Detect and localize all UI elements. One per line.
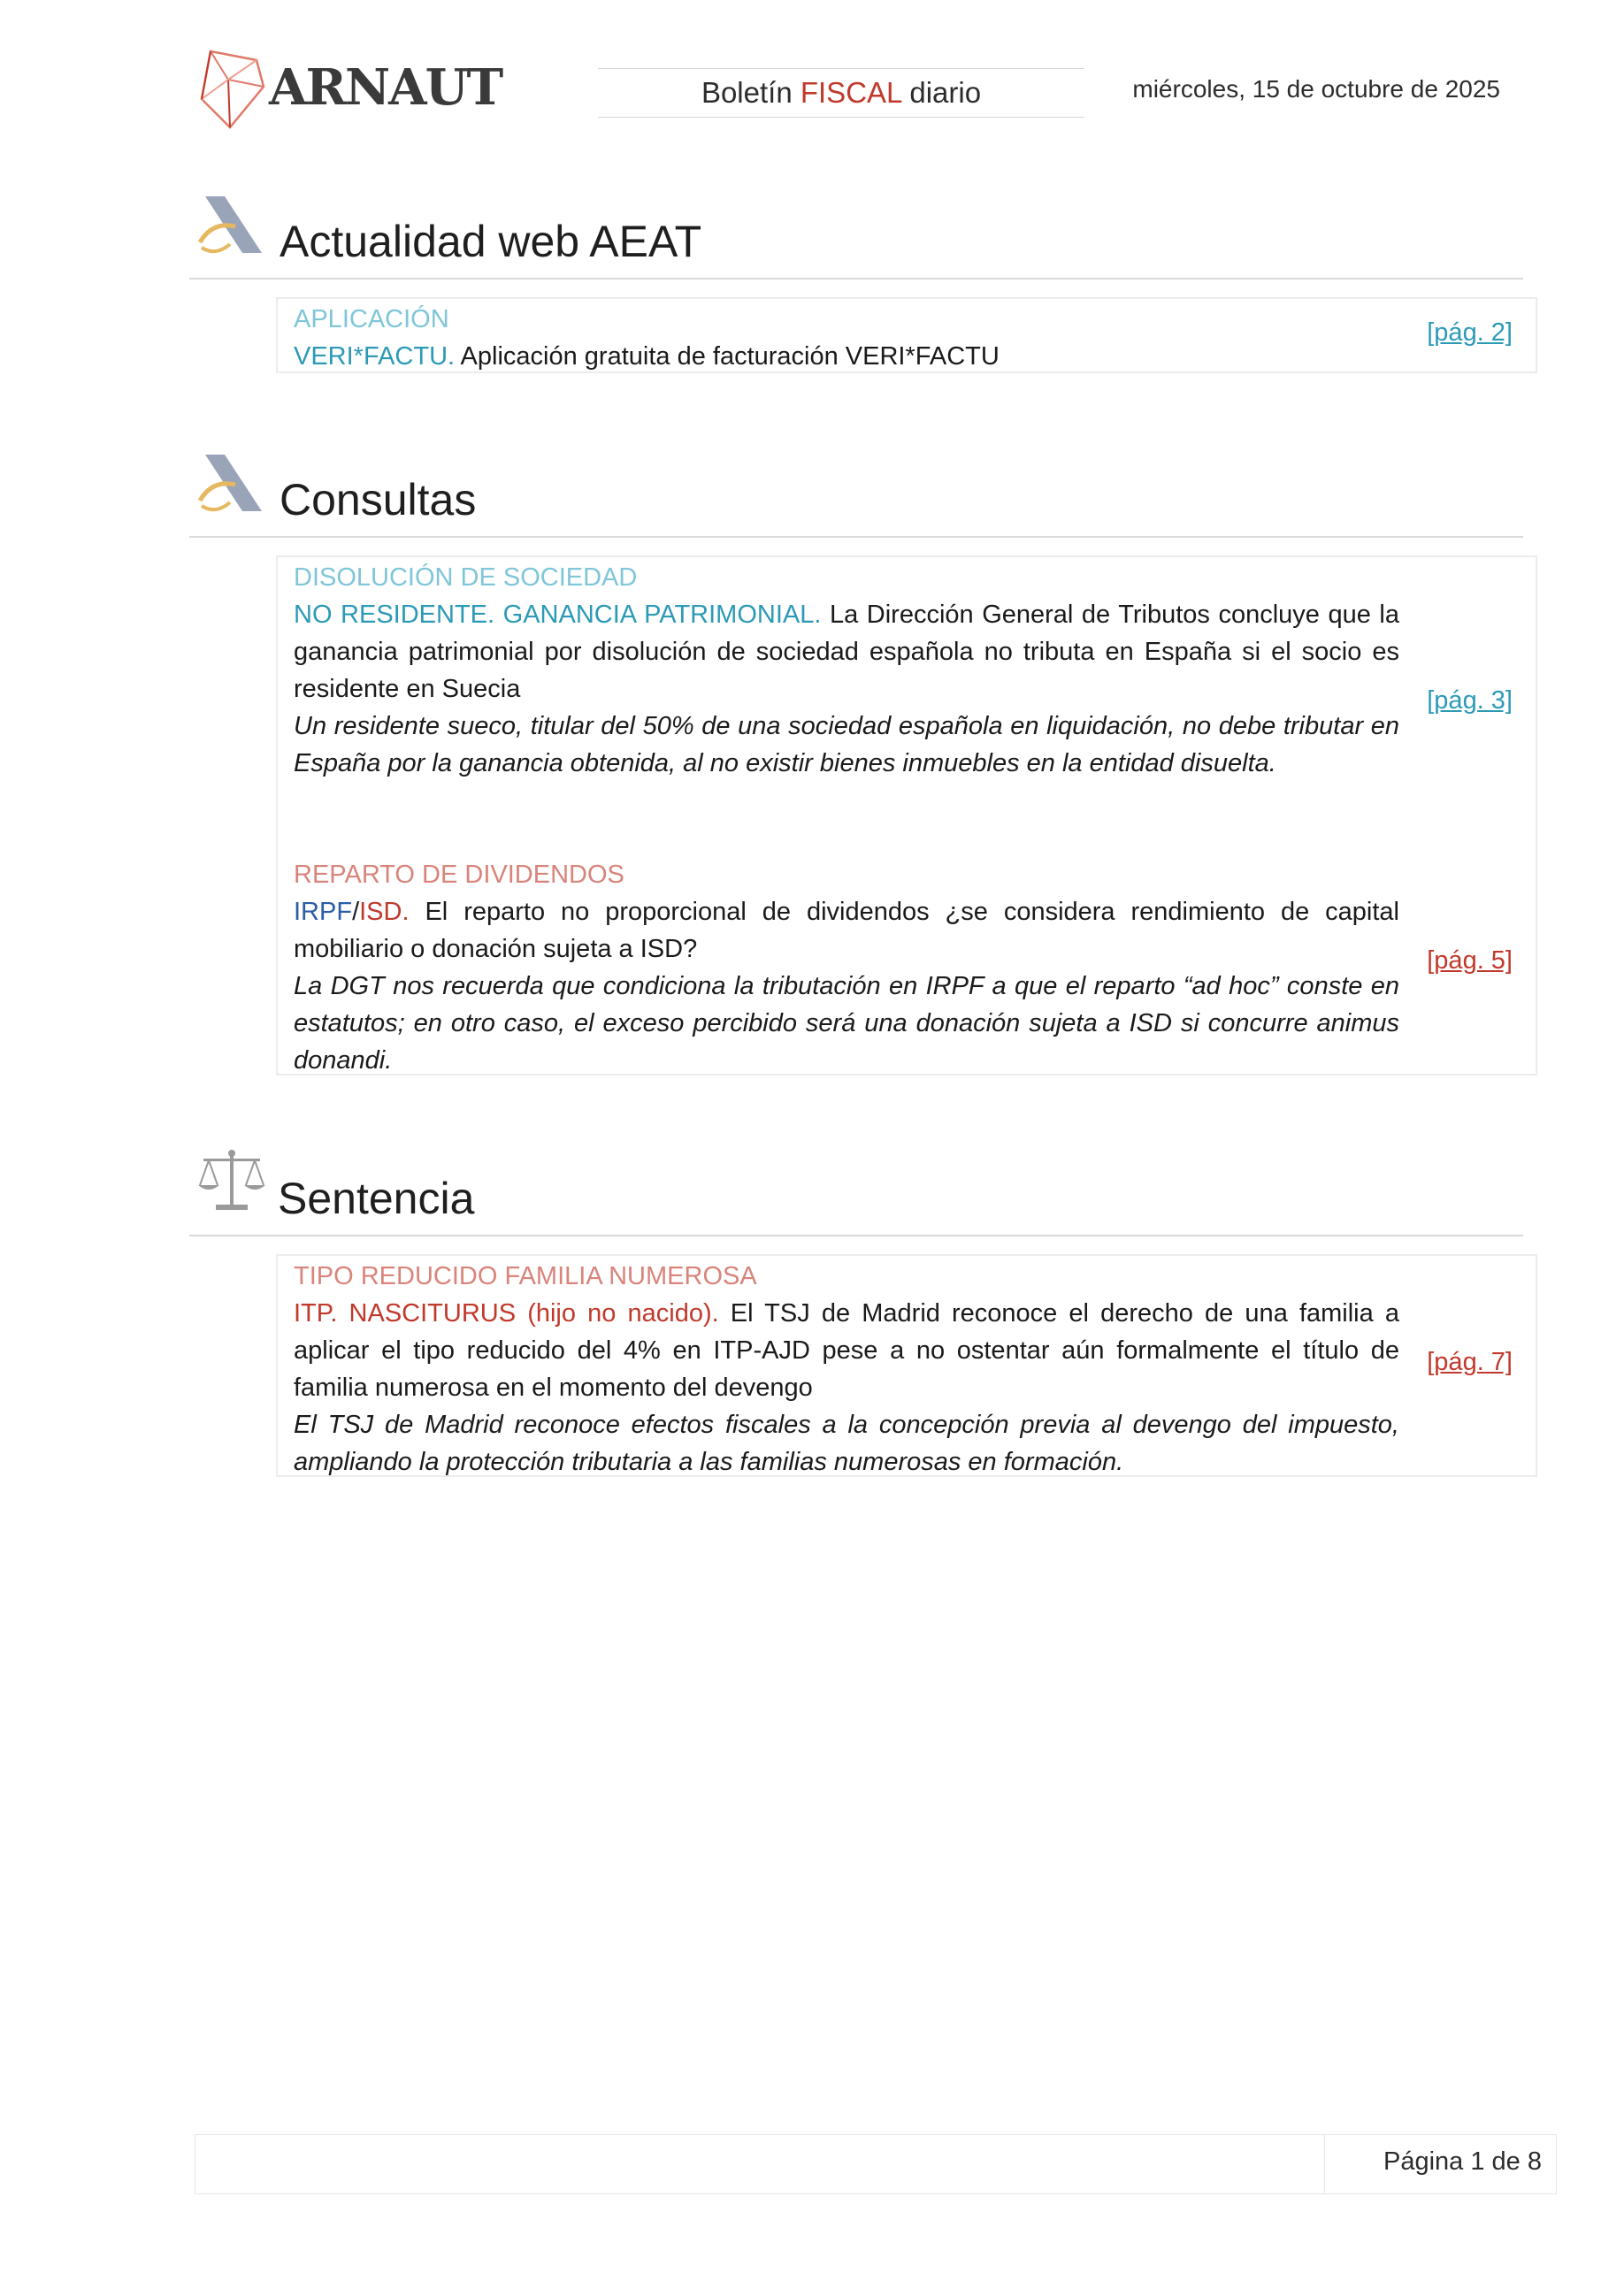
entry-summary: La DGT nos recuerda que condiciona la tributación en IRPF a que el reparto “ad hoc” conste en estatutos; en otro caso, el exceso percibido será una donación sujeta a ISD si concurre animus donandi. <box>294 972 1399 1075</box>
arnaut-logo <box>198 44 502 133</box>
entry-keyword-separator: / <box>352 898 360 926</box>
news-entry <box>294 856 1399 1079</box>
scales-of-justice-icon <box>196 1146 267 1217</box>
entry-headline <box>294 893 1399 968</box>
bulletin-prefix: Boletín <box>701 76 801 109</box>
entry-headline <box>294 1295 1399 1406</box>
page-number: Página 1 de 8 <box>1383 2147 1542 2176</box>
entry-category: REPARTO DE DIVIDENDOS <box>294 861 624 889</box>
bulletin-suffix: diario <box>901 76 982 109</box>
entry-category: APLICACIÓN <box>294 305 449 333</box>
footer-divider <box>1324 2135 1325 2193</box>
bulletin-highlight: FISCAL <box>800 76 902 109</box>
section-title-aeat: Actualidad web AEAT <box>280 217 702 266</box>
section-divider <box>189 1235 1523 1236</box>
section-title-consultas: Consultas <box>280 475 477 524</box>
entry-keyword: VERI*FACTU. <box>294 342 456 371</box>
entry-headline <box>294 338 1399 375</box>
page-link[interactable]: [pág. 5] <box>1427 946 1513 975</box>
geometric-logo-icon <box>198 44 269 133</box>
logo-wordmark: ARNAUT <box>269 58 502 117</box>
entry-description: La Dirección General de Tributos concluye que la ganancia patrimonial por disolución de sociedad española no tributa en España si el socio es residente en Suecia <box>294 601 1399 703</box>
entry-summary: El TSJ de Madrid reconoce efectos fiscales a la concepción previa al devengo del impuesto, ampliando la protección tributaria a las familias numerosas en formación. <box>294 1411 1399 1476</box>
page-link[interactable]: [pág. 2] <box>1427 318 1513 347</box>
news-entry <box>294 301 1399 375</box>
consultas-entry-box <box>276 555 1537 1075</box>
aeat-logo-icon <box>195 191 265 262</box>
page-link[interactable]: [pág. 3] <box>1427 686 1513 715</box>
page-link[interactable]: [pág. 7] <box>1427 1348 1513 1376</box>
entry-keyword-irpf: IRPF <box>294 898 353 926</box>
bulletin-date: miércoles, 15 de octubre de 2025 <box>1132 75 1500 103</box>
page-footer <box>195 2134 1557 2194</box>
news-entry <box>294 1258 1399 1481</box>
entry-description: El TSJ de Madrid reconoce el derecho de una familia a aplicar el tipo reducido del 4% en ITP-AJD pese a no ostentar aún formalmente el título de familia numerosa en el momento del devengo <box>294 1299 1399 1402</box>
bulletin-title <box>598 68 1084 118</box>
sentencia-entry-box <box>276 1254 1537 1477</box>
entry-keyword: ITP. NASCITURUS (hijo no nacido). <box>294 1299 719 1328</box>
aeat-logo-icon <box>195 449 265 520</box>
section-title-sentencia: Sentencia <box>278 1174 475 1223</box>
section-divider <box>189 278 1523 279</box>
entry-category: DISOLUCIÓN DE SOCIEDAD <box>294 563 638 592</box>
entry-keyword: NO RESIDENTE. GANANCIA PATRIMONIAL. <box>294 601 822 629</box>
section-divider <box>189 536 1523 538</box>
entry-description: Aplicación gratuita de facturación VERI*FACTU <box>455 342 1000 371</box>
entry-description: El reparto no proporcional de dividendos ¿se considera rendimiento de capital mobiliario o donación sujeta a ISD? <box>294 898 1399 963</box>
news-entry <box>294 559 1399 782</box>
entry-category: TIPO REDUCIDO FAMILIA NUMEROSA <box>294 1262 757 1290</box>
entry-summary: Un residente sueco, titular del 50% de una sociedad española en liquidación, no debe tributar en España por la ganancia obtenida, al no existir bienes inmuebles en la entidad disuelta. <box>294 712 1399 777</box>
entry-headline <box>294 596 1399 708</box>
entry-keyword-isd: ISD. <box>359 898 410 926</box>
aeat-entry-box <box>276 297 1537 373</box>
